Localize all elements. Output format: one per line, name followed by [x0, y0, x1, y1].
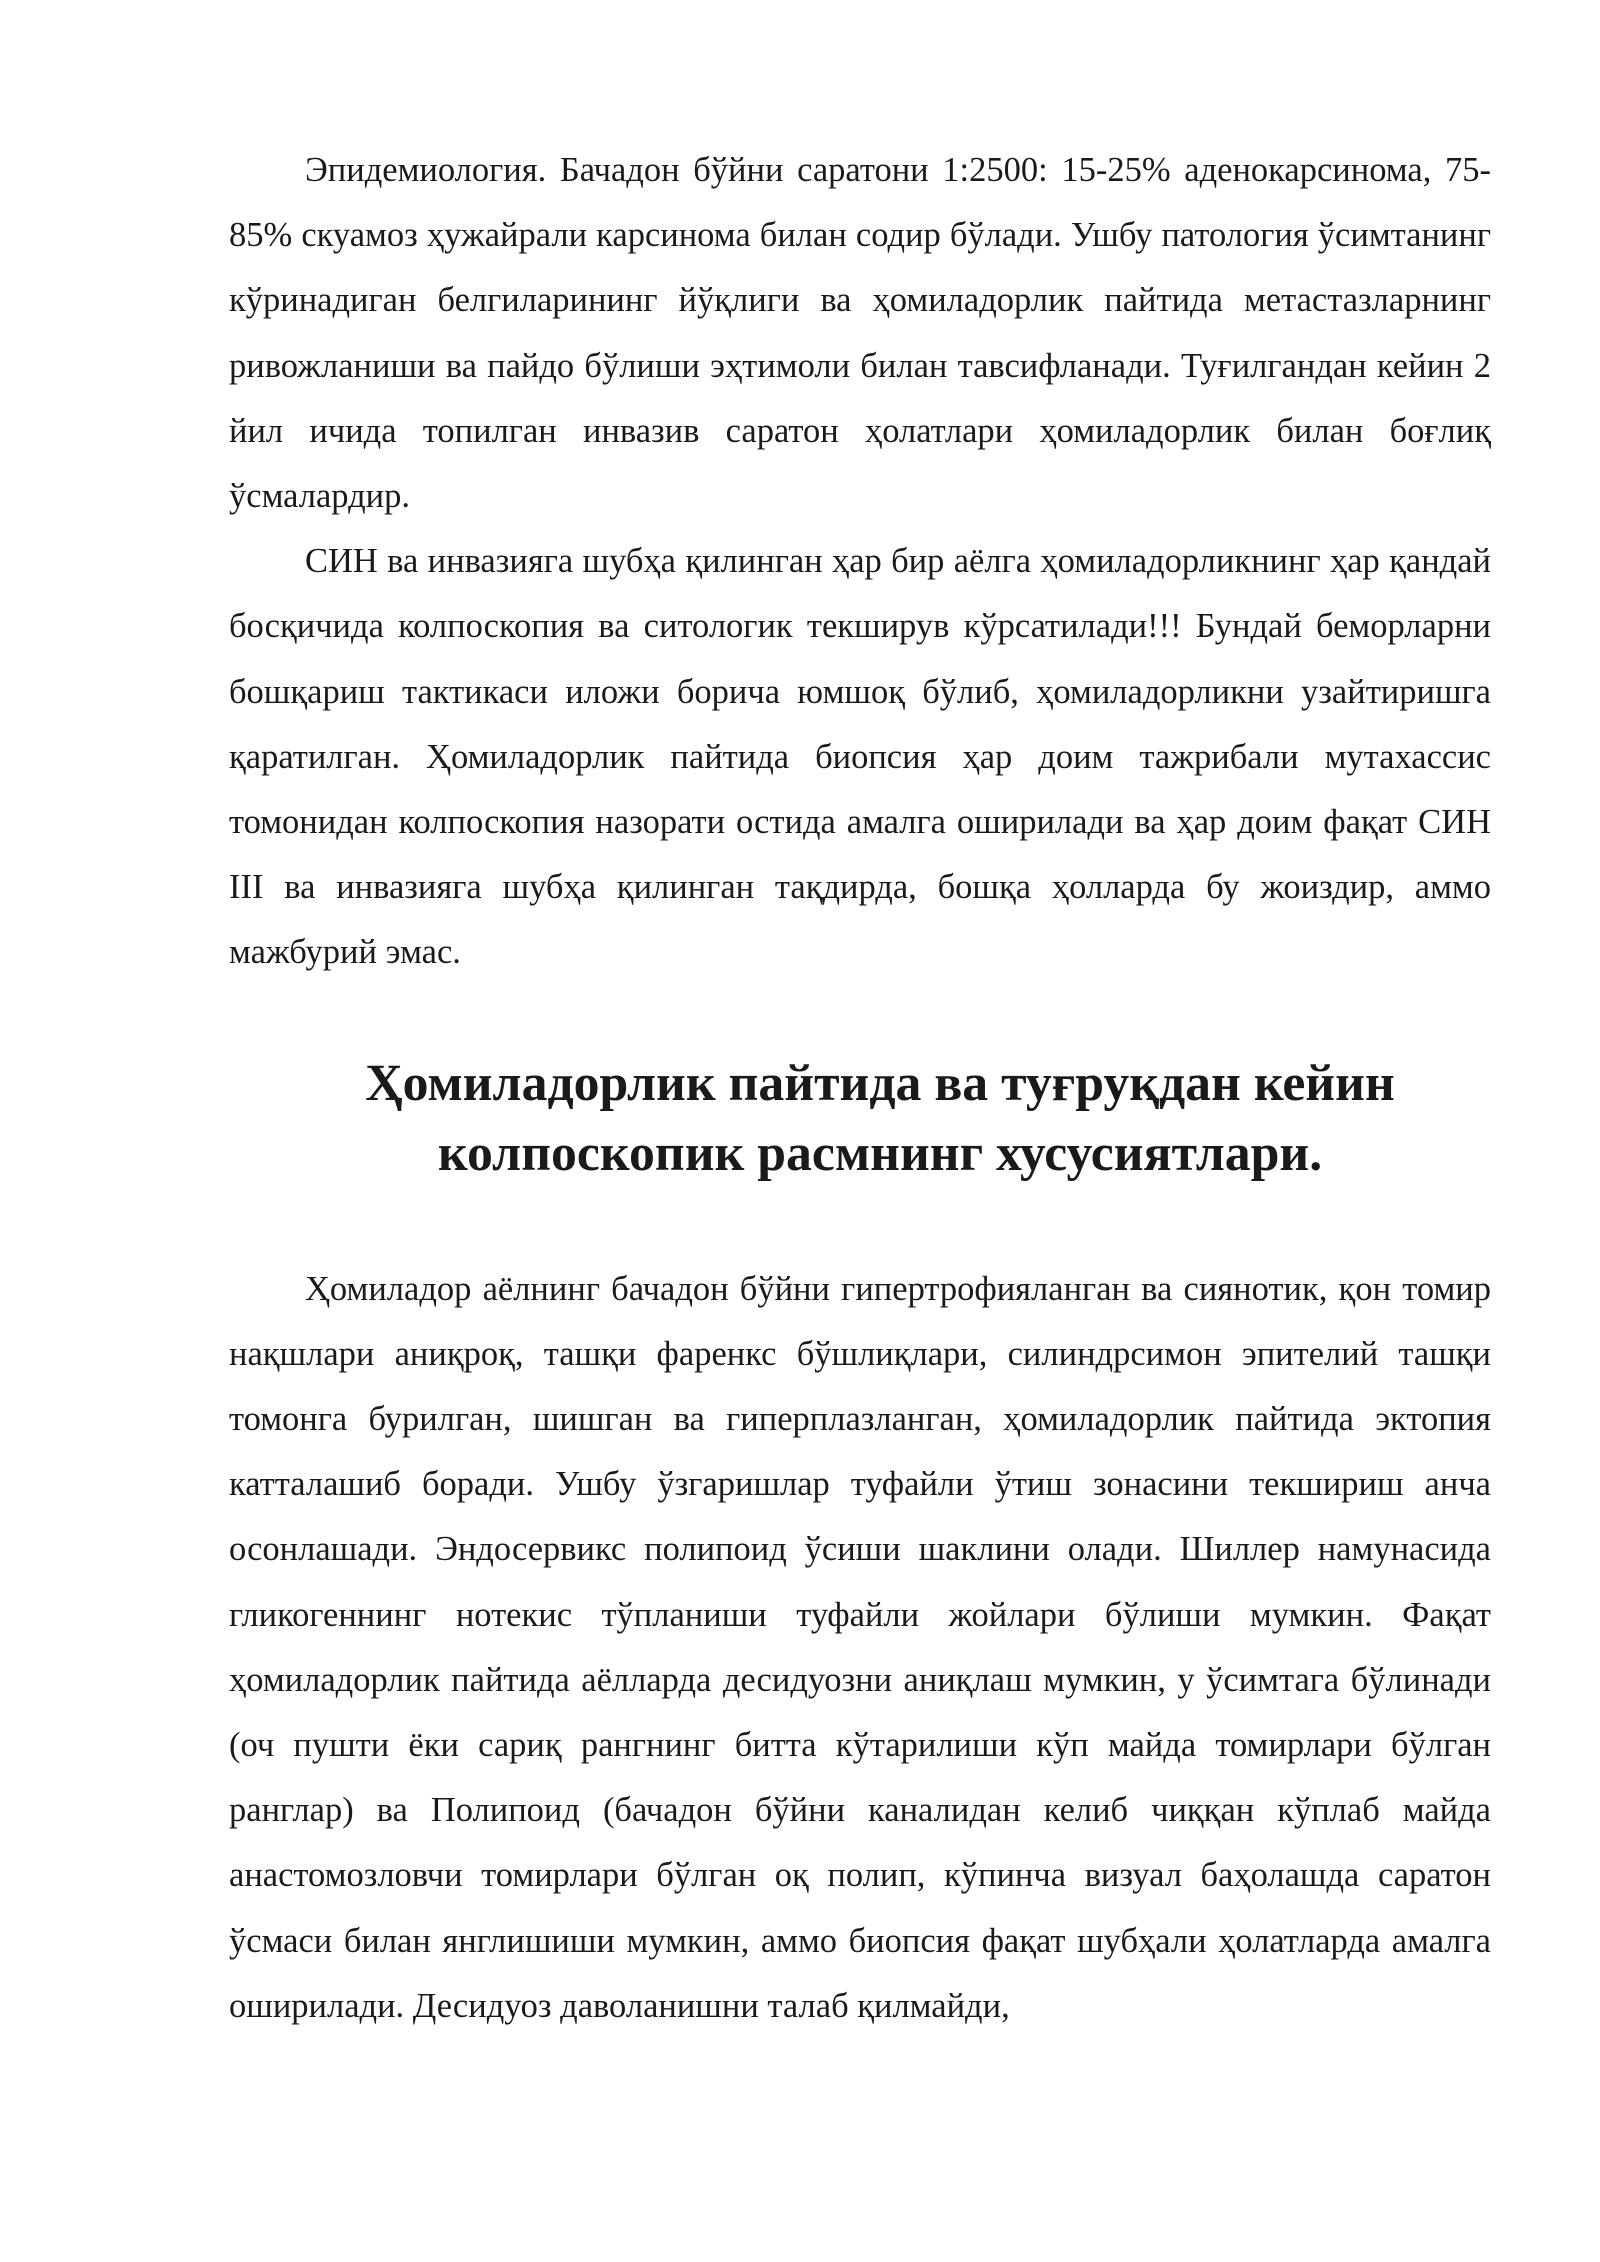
heading-spacer: [229, 1189, 1491, 1257]
text-column: [229, 138, 1491, 2039]
paragraph-epidemiology: Эпидемиология. Бачадон бўйни саратони 1:2500: 15-25% аденокарсинома, 75-85% скуамоз ҳужайрали карсинома билан содир бўлади. Ушбу патология ўсимтанинг кўринадиган белгиларининг йўқлиги ва ҳомиладорлик пайтида метастазларнинг ривожланиши ва пайдо бўлиши эҳтимоли билан тавсифланади. Туғилгандан кейин 2 йил ичида топилган инвазив саратон ҳолатлари ҳомиладорлик билан боғлиқ ўсмалардир.: [229, 151, 1491, 516]
paragraph-pregnant-cervix: Ҳомиладор аёлнинг бачадон бўйни гипертрофияланган ва сиянотик, қон томир нақшлари аниқроқ, ташқи фаренкс бўшлиқлари, силиндрсимон эпителий ташқи томонга бурилган, шишган ва гиперплазланган, ҳомиладорлик пайтида эктопия катталашиб боради. Ушбу ўзгаришлар туфайли ўтиш зонасини текшириш анча осонлашади. Эндосервикс полипоид ўсиши шаклини олади. Шиллер намунасида гликогеннинг нотекис тўпланиши туфайли жойлари бўлиши мумкин. Фақат ҳомиладорлик пайтида аёлларда десидуозни аниқлаш мумкин, у ўсимтага бўлинади (оч пушти ёки сариқ рангнинг битта кўтарилиши кўп майда томирлари бўлган ранглар) ва Полипоид (бачадон бўйни каналидан келиб чиққан кўплаб майда анастомозловчи томирлари бўлган оқ полип, кўпинча визуал баҳолашда саратон ўсмаси билан янглишиши мумкин, аммо биопсия фақат шубҳали ҳолатларда амалга оширилади. Десидуоз даволанишни талаб қилмайди,: [229, 1269, 1491, 2025]
paragraph-cin-colposcopy: СИН ва инвазияга шубҳа қилинган ҳар бир аёлга ҳомиладорликнинг ҳар қандай босқичида колпоскопия ва ситологик текширув кўрсатилади!!! Бундай беморларни бошқариш тактикаси иложи борича юмшоқ бўлиб, ҳомиладорликни узайтиришга қаратилган. Ҳомиладорлик пайтида биопсия ҳар доим тажрибали мутахассис томонидан колпоскопия назорати остида амалга оширилади ва ҳар доим фақат СИН III ва инвазияга шубҳа қилинган тақдирда, бошқа ҳолларда бу жоиздир, аммо мажбурий эмас.: [229, 542, 1491, 972]
section-heading: Ҳомиладорлик пайтида ва туғруқдан кейин колпоскопик расмнинг хусусиятлари.: [365, 1054, 1395, 1182]
